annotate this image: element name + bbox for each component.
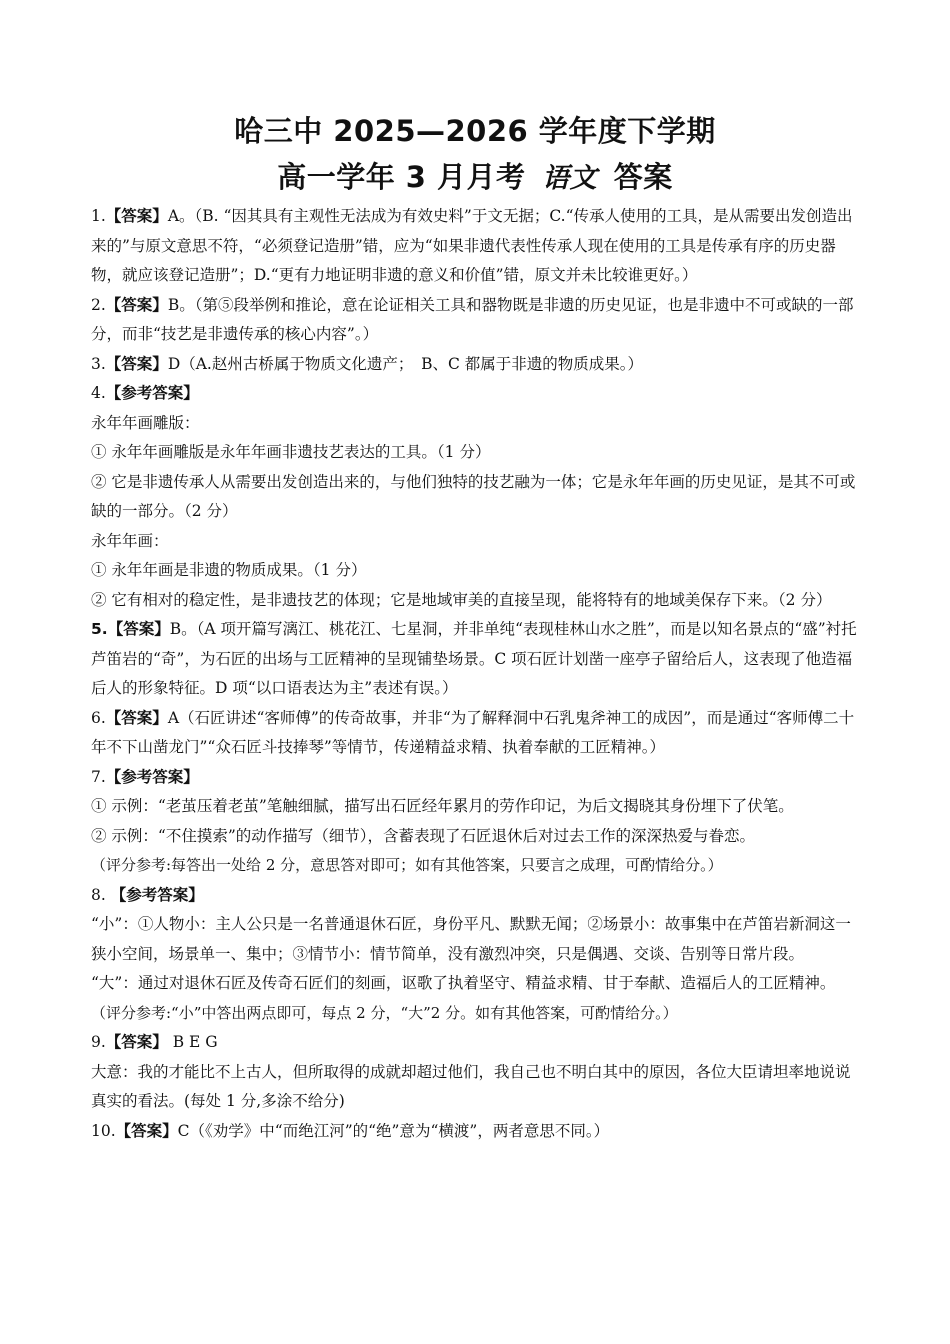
answer-tag: 【答案】 — [105, 207, 168, 225]
answer-text: D（A.赵州古桥属于物质文化遗产； B、C 都属于非遗的物质成果。） — [167, 354, 644, 373]
item-number: 1. — [91, 207, 106, 225]
answer-line: ① 永年年画雕版是永年年画非遗技艺表达的工具。（1 分） — [91, 443, 491, 461]
answer-tag: 【答案】 — [105, 708, 168, 727]
answer-tag: 【答案】 — [107, 620, 170, 638]
answer-line: 大意：我的才能比不上古人，但所取得的成就却超过他们，我自己也不明白其中的原因，各位大臣请坦率地说说真实的看法。(每处 1 分,多涂不给分) — [91, 1062, 851, 1110]
item-number: 3. — [91, 354, 106, 373]
answer-body — [91, 202, 861, 1146]
answer-line: ① 永年年画是非遗的物质成果。（1 分） — [91, 561, 367, 579]
answer-tag: 【参考答案】 — [105, 767, 199, 786]
answer-item-2 — [91, 291, 861, 350]
answer-item-4 — [91, 379, 861, 409]
answer-item-6 — [91, 704, 861, 763]
answer-tag: 【答案】 — [105, 295, 168, 314]
answer-item-9 — [91, 1028, 861, 1058]
answer-item-8 — [91, 881, 861, 911]
answer-tag: 【参考答案】 — [105, 384, 199, 402]
grading-note: （评分参考:“小”中答出两点即可，每点 2 分，“大”2 分。如有其他答案，可酌情给分。） — [91, 1003, 678, 1022]
item-number: 6. — [91, 708, 106, 727]
item-number: 10. — [91, 1121, 116, 1140]
answer-line: “大”：通过对退休石匠及传奇石匠们的刻画，讴歌了执着坚守、精益求精、甘于奉献、造福后人的工匠精神。 — [91, 974, 836, 992]
answer-line: ② 示例：“不住摸索”的动作描写（细节），含蓄表现了石匠退休后对过去工作的深深热爱与眷恋。 — [91, 826, 756, 845]
answer-tag: 【答案】 — [105, 354, 168, 373]
answer-line: “小”：①人物小：主人公只是一名普通退休石匠，身份平凡、默默无闻；②场景小：故事集中在芦笛岩新洞这一狭小空间，场景单一、集中；③情节小：情节简单，没有激烈冲突，只是偶遇、交谈、告别等日常片段。 — [91, 915, 851, 963]
item-number: 7. — [91, 767, 106, 786]
answer-line: 永年年画： — [91, 531, 169, 550]
page-subtitle — [0, 155, 950, 196]
answer-tag: 【答案】 — [105, 1033, 168, 1051]
item-number: 5. — [91, 620, 108, 638]
page-title: 哈三中 2025—2026 学年度下学期 — [234, 114, 716, 148]
answer-item-3 — [91, 350, 861, 380]
item-number: 2. — [91, 295, 106, 314]
answer-item-10 — [91, 1117, 861, 1147]
answer-item-1 — [91, 202, 861, 291]
subject-label: 语文 — [542, 163, 598, 194]
item-number: 8. — [91, 885, 106, 904]
answer-text: C（《劝学》中“而绝江河”的“绝”意为“横渡”，两者意思不同。） — [177, 1121, 610, 1140]
answer-text: B。（第⑤段举例和推论，意在论证相关工具和器物既是非遗的历史见证，也是非遗中不可或缺的一部分，而非“技艺是非遗传承的核心内容”。） — [91, 295, 854, 343]
answer-item-5 — [91, 615, 861, 704]
item-number: 4. — [91, 384, 106, 402]
answer-item-7 — [91, 763, 861, 793]
answer-text: B。（A 项开篇写漓江、桃花江、七星洞，并非单纯“表现桂林山水之胜”，而是以知名景点的“盛”衬托芦笛岩的“奇”，为石匠的出场与工匠精神的呈现铺垫场景。C 项石匠计划凿一座亭子留给后人，这表现了他造福后人的形象特征。D 项“以口语表达为主”表述有误。） — [91, 620, 857, 697]
answer-tag: 【参考答案】 — [110, 885, 204, 904]
answer-text: A（石匠讲述“客师傅”的传奇故事，并非“为了解释洞中石乳鬼斧神工的成因”，而是通过“客师傅二十年不下山凿龙门”“众石匠斗技捧琴”等情节，传递精益求精、执着奉献的工匠精神。） — [91, 708, 855, 756]
subtitle-prefix: 高一学年 3 月月考 — [277, 160, 526, 194]
answer-text: A。（B. “因其具有主观性无法成为有效史料”于文无据；C.“传承人使用的工具，是从需要出发创造出来的”与原文意思不符，“必须登记造册”错，应为“如果非遗代表性传承人现在使用的工具是传承有序的历史器物，就应该登记造册”；D.“更有力地证明非遗的意义和价值”错，原文并未比较谁更好。） — [91, 207, 853, 284]
answer-line: 永年年画雕版： — [91, 413, 200, 432]
answer-line: ① 示例：“老茧压着老茧”笔触细腻，描写出石匠经年累月的劳作印记，为后文揭晓其身份埋下了伏笔。 — [91, 797, 794, 815]
answer-text: B E G — [167, 1033, 218, 1051]
item-number: 9. — [91, 1033, 106, 1051]
grading-note: （评分参考:每答出一处给 2 分，意思答对即可；如有其他答案，只要言之成理，可酌情给分。） — [91, 856, 723, 874]
answer-tag: 【答案】 — [115, 1121, 178, 1140]
answer-line: ② 它是非遗传承人从需要出发创造出来的，与他们独特的技艺融为一体；它是永年年画的历史见证，是其不可或缺的一部分。（2 分） — [91, 472, 856, 520]
subtitle-suffix: 答案 — [613, 160, 673, 194]
answer-line: ② 它有相对的稳定性，是非遗技艺的体现；它是地域审美的直接呈现，能将特有的地域美保存下来。（2 分） — [91, 590, 832, 609]
